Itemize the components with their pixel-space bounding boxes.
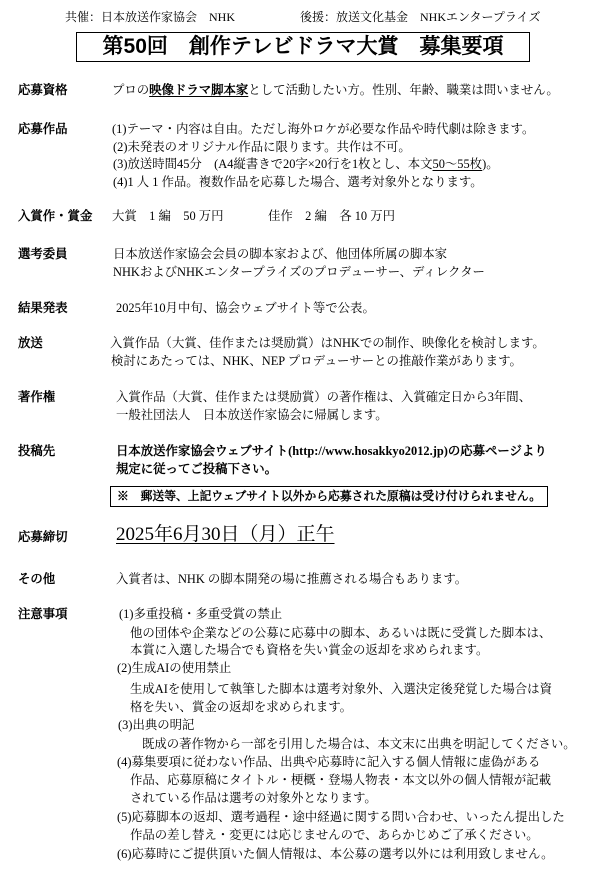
- copyright-label: 著作権: [18, 390, 56, 404]
- judges-line-2: NHKおよびNHKエンタープライズのプロデューサー、ディレクター: [113, 265, 485, 279]
- submission-notice-box: [110, 486, 548, 507]
- cohost-text: 共催：日本放送作家協会 NHK: [65, 10, 235, 24]
- notes-line: されている作品は選考の対象外となります。: [130, 791, 377, 805]
- judges-line-1: 日本放送作家協会会員の脚本家および、他団体所属の脚本家: [113, 247, 448, 261]
- works-item-2: (2)未発表のオリジナル作品に限ります。共作は不可。: [113, 140, 411, 154]
- other-label: その他: [18, 572, 56, 586]
- submission-line-1: 日本放送作家協会ウェブサイト(http://www.hosakkyo2012.jp)の応募ページより: [116, 444, 547, 458]
- notes-heading-2: (2)生成AIの使用禁止: [117, 661, 232, 675]
- support-text: 後援：放送文化基金 NHKエンタープライズ: [300, 10, 541, 24]
- notes-line: 作品の差し替え・変更には応じませんので、あらかじめご了承ください。: [130, 828, 539, 842]
- other-text: 入賞者は、NHK の脚本開発の場に推薦される場合もあります。: [116, 572, 468, 586]
- judges-label: 選考委員: [18, 247, 68, 261]
- notes-line: 作品、応募原稿にタイトル・梗概・登場人物表・本文以外の個人情報が記載: [130, 773, 552, 787]
- notes-label: 注意事項: [18, 607, 68, 621]
- notes-line: 既成の著作物から一部を引用した場合は、本文末に出典を明記してください。: [142, 737, 576, 751]
- notes-line: 生成AIを使用して執筆した脚本は選考対象外、入選決定後発覚した場合は資: [130, 682, 552, 696]
- works-item-4: (4)1 人 1 作品。複数作品を応募した場合、選考対象外となります。: [113, 175, 483, 189]
- copyright-line-2: 一般社団法人 日本放送作家協会に帰属します。: [116, 408, 388, 422]
- broadcast-line-1: 入賞作品（大賞、佳作または奨励賞）はNHKでの制作、映像化を検討します。: [110, 336, 545, 350]
- broadcast-label: 放送: [18, 336, 43, 350]
- broadcast-line-2: 検討にあたっては、NHK、NEP プロデューサーとの推敲作業があります。: [111, 354, 522, 368]
- deadline-date: 2025年6月30日（月）正午: [116, 524, 335, 545]
- notes-item-6: (6)応募時にご提供頂いた個人情報は、本公募の選考以外には利用致しません。: [117, 847, 554, 861]
- works-item-3-page-count: 50～55枚: [432, 157, 483, 171]
- page-title: 第50回 創作テレビドラマ大賞 募集要項: [102, 35, 504, 58]
- copyright-line-1: 入賞作品（大賞、佳作または奨励賞）の著作権は、入賞確定日から3年間、: [116, 390, 532, 404]
- works-item-3: [113, 156, 499, 172]
- notes-heading-3: (3)出典の明記: [118, 718, 195, 732]
- title-box: [76, 32, 530, 62]
- works-item-1: (1)テーマ・内容は自由。ただし海外ロケが必要な作品や時代劇は除きます。: [112, 122, 535, 136]
- submission-label: 投稿先: [18, 444, 56, 458]
- results-label: 結果発表: [18, 301, 68, 315]
- notes-line: 本賞に入選した場合でも資格を失い賞金の返却を求められます。: [130, 643, 489, 657]
- works-item-3-after: )。: [482, 157, 499, 171]
- works-item-3-before: (3)放送時間45分 (A4縦書きで20字×20行を1枚とし、本文: [113, 157, 433, 171]
- eligibility-text-after: として活動したい方。性別、年齢、職業は問いません。: [248, 83, 559, 97]
- submission-line-2: 規定に従ってご投稿下さい。: [116, 462, 278, 476]
- notes-line: 格を失い、賞金の返却を求められます。: [130, 700, 353, 714]
- honorable-prize-text: 佳作 2 編 各 10 万円: [268, 209, 396, 223]
- works-label: 応募作品: [18, 122, 68, 136]
- eligibility-text-before: プロの: [112, 83, 150, 97]
- submission-notice-text: ※ 郵送等、上記ウェブサイト以外から応募された原稿は受け付けられません。: [117, 489, 542, 503]
- notes-heading-1: (1)多重投稿・多重受賞の禁止: [119, 607, 283, 621]
- prizes-label: 入賞作・賞金: [18, 209, 93, 223]
- eligibility-text: [112, 82, 559, 98]
- eligibility-label: 応募資格: [18, 83, 68, 97]
- results-text: 2025年10月中旬、協会ウェブサイト等で公表。: [116, 301, 375, 315]
- notes-line: 他の団体や企業などの公募に応募中の脚本、あるいは既に受賞した脚本は、: [130, 626, 552, 640]
- notes-item-5: (5)応募脚本の返却、選考過程・途中経過に関する問い合わせ、いったん提出した: [117, 810, 565, 824]
- deadline-label: 応募締切: [18, 530, 68, 544]
- notes-item-4: (4)募集要項に従わない作品、出典や応募時に記入する個人情報に虚偽がある: [117, 755, 541, 769]
- eligibility-emphasis: 映像ドラマ脚本家: [149, 83, 249, 97]
- grand-prize-text: 大賞 1 編 50 万円: [112, 209, 224, 223]
